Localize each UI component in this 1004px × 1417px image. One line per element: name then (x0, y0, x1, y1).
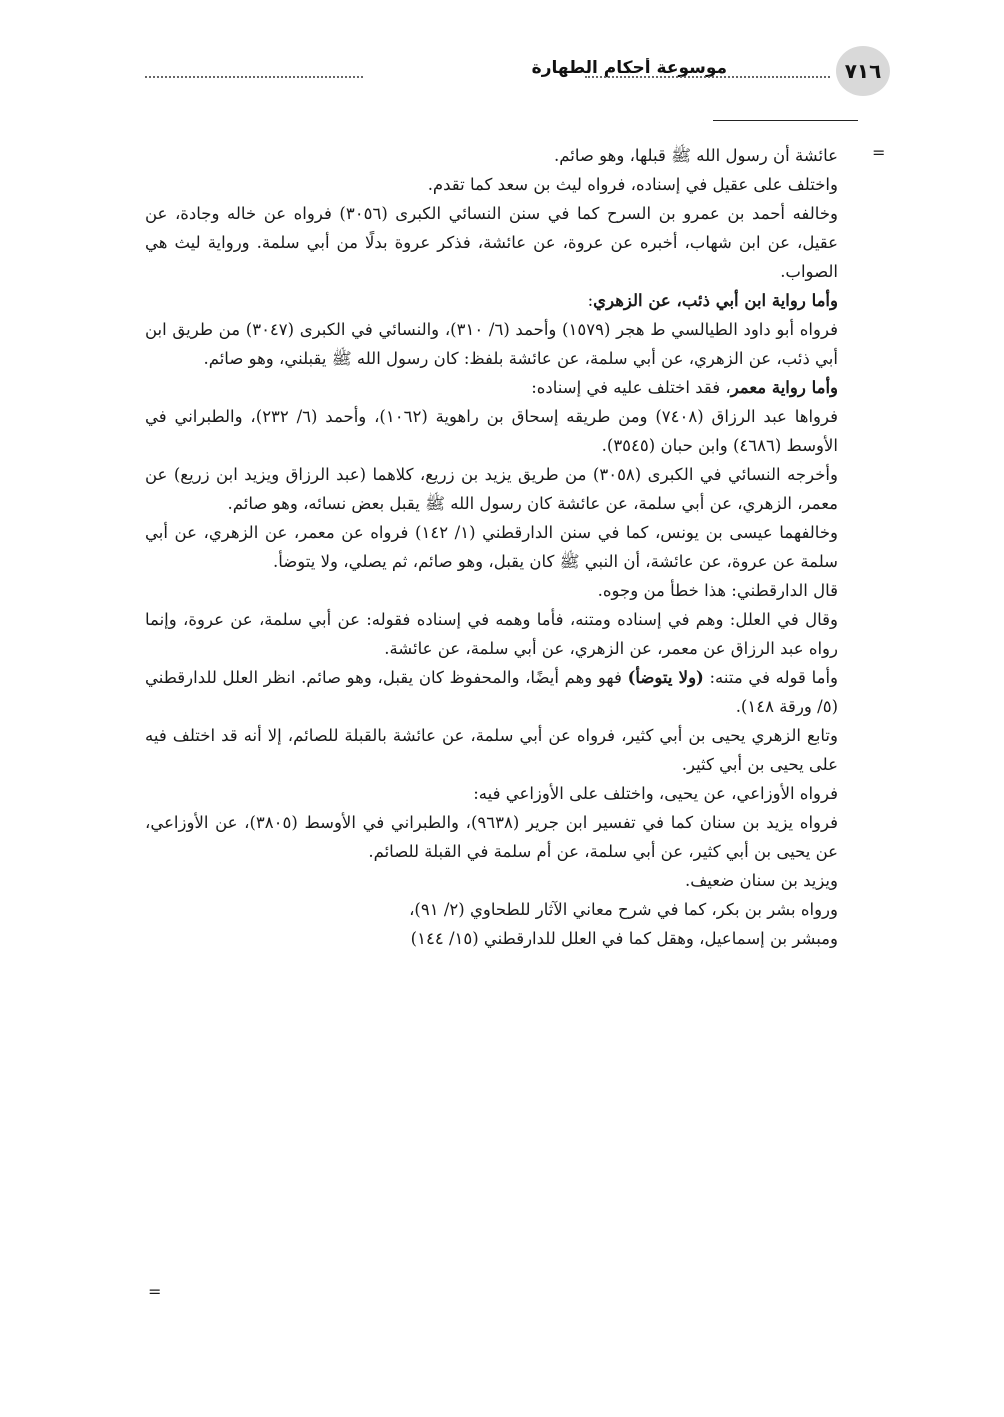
paragraph-text: وأخرجه النسائي في الكبرى (٣٠٥٨) من طريق يزيد بن زريع، كلاهما (عبد الرزاق ويزيد ابن زريع) عن معمر، الزهري، عن أبي سلمة، عن عائشة كان رسول الله ﷺ يقبل بعض نسائه، وهو صائم. (145, 465, 838, 513)
paragraph (145, 808, 838, 866)
paragraph-text: وخالفه أحمد بن عمرو بن السرح كما في سنن النسائي الكبرى (٣٠٥٦) فرواه عن خاله وجادة، عن عقيل، عن ابن شهاب، أخبره عن عروة، عن عائشة، فذكر عروة بدلًا من أبي سلمة. ورواية ليث هي الصواب. (145, 204, 838, 281)
paragraph-text: ويزيد بن سنان ضعيف. (684, 871, 838, 890)
paragraph-text: ورواه بشر بن بكر، كما في شرح معاني الآثار للطحاوي (٢/ ٩١)، (409, 900, 838, 919)
paragraph-text: وأما قوله في متنه: (703, 668, 838, 687)
paragraph-text: واختلف على عقيل في إسناده، فرواه ليث بن سعد كما تقدم. (427, 175, 838, 194)
paragraph-text: فرواه الأوزاعي، عن يحيى، واختلف على الأوزاعي فيه: (473, 784, 838, 803)
paragraph (145, 315, 838, 373)
paragraph (145, 460, 838, 518)
paragraph-text: وتابع الزهري يحيى بن أبي كثير، فرواه عن أبي سلمة، عن عائشة بالقبلة للصائم، إلا أنه قد اختلف فيه على يحيى بن أبي كثير. (145, 726, 838, 774)
paragraph-text: فرواه يزيد بن سنان كما في تفسير ابن جرير (٩٦٣٨)، والطبراني في الأوسط (٣٨٠٥)، عن الأوزاعي، عن يحيى بن أبي كثير، عن أبي سلمة، عن أم سلمة في القبلة للصائم. (145, 813, 838, 861)
paragraph (145, 141, 838, 170)
paragraph (145, 373, 838, 402)
bold-heading-text: وأما رواية ابن أبي ذئب، عن الزهري (593, 291, 838, 310)
header-dotted-leader-right (585, 76, 830, 78)
bold-heading-text: وأما رواية معمر (730, 378, 838, 397)
paragraph (145, 663, 838, 721)
paragraph-text: فهو وهم أيضًا، والمحفوظ كان يقبل، وهو صائم. انظر العلل للدارقطني (٥/ ورقة ١٤٨). (145, 668, 838, 716)
paragraph (145, 721, 838, 779)
paragraph-text: ومبشر بن إسماعيل، وهقل كما في العلل للدارقطني (١٥/ ١٤٤) (410, 929, 838, 948)
paragraph (145, 779, 838, 808)
paragraph (145, 866, 838, 895)
paragraph-text: عائشة أن رسول الله ﷺ قبلها، وهو صائم. (554, 146, 838, 165)
continuation-mark-top: = (872, 143, 886, 162)
paragraph (145, 924, 838, 953)
paragraph-text: ، فقد اختلف عليه في إسناده: (531, 378, 731, 397)
paragraph (145, 605, 838, 663)
paragraph (145, 518, 838, 576)
footnote-separator-rule (713, 120, 858, 121)
paragraph-text: : (587, 291, 594, 310)
header-dotted-leader-left (145, 76, 363, 78)
paragraph-text: فرواها عبد الرزاق (٧٤٠٨) ومن طريقه إسحاق بن راهوية (١٠٦٢)، وأحمد (٦/ ٢٣٢)، والطبراني في الأوسط (٤٦٨٦) وابن حبان (٣٥٤٥). (145, 407, 838, 455)
paragraph (145, 402, 838, 460)
paragraph-text: قال الدارقطني: هذا خطأ من وجوه. (597, 581, 838, 600)
bold-heading-text: (ولا يتوضأ) (627, 668, 704, 687)
paragraph-text: فرواه أبو داود الطيالسي ط هجر (١٥٧٩) وأحمد (٦/ ٣١٠)، والنسائي في الكبرى (٣٠٤٧) من طريق ابن أبي ذئب، عن الزهري، عن أبي سلمة، عن عائشة بلفظ: كان رسول الله ﷺ يقبلني، وهو صائم. (145, 320, 838, 368)
paragraph (145, 199, 838, 286)
page-number: ٧١٦ (836, 46, 890, 96)
paragraph-text: وخالفهما عيسى بن يونس، كما في سنن الدارقطني (١/ ١٤٢) فرواه عن معمر، عن الزهري، عن أبي سلمة عن عروة، عن عائشة، أن النبي ﷺ كان يقبل، وهو صائم، ثم يصلي، ولا يتوضأ. (145, 523, 839, 571)
paragraph (145, 576, 838, 605)
page-header (145, 46, 890, 96)
paragraph (145, 895, 838, 924)
continuation-mark-bottom: = (148, 1282, 162, 1301)
paragraph (145, 286, 838, 315)
book-title: موسوعة أحكام الطهارة (531, 58, 727, 78)
paragraph (145, 170, 838, 199)
paragraph-text: وقال في العلل: وهم في إسناده ومتنه، فأما وهمه في إسناده فقوله: عن أبي سلمة، عن عروة، وإنما رواه عبد الرزاق عن معمر، عن الزهري، عن أبي سلمة، عن عائشة. (145, 610, 838, 658)
footnote-text-body (145, 141, 838, 953)
